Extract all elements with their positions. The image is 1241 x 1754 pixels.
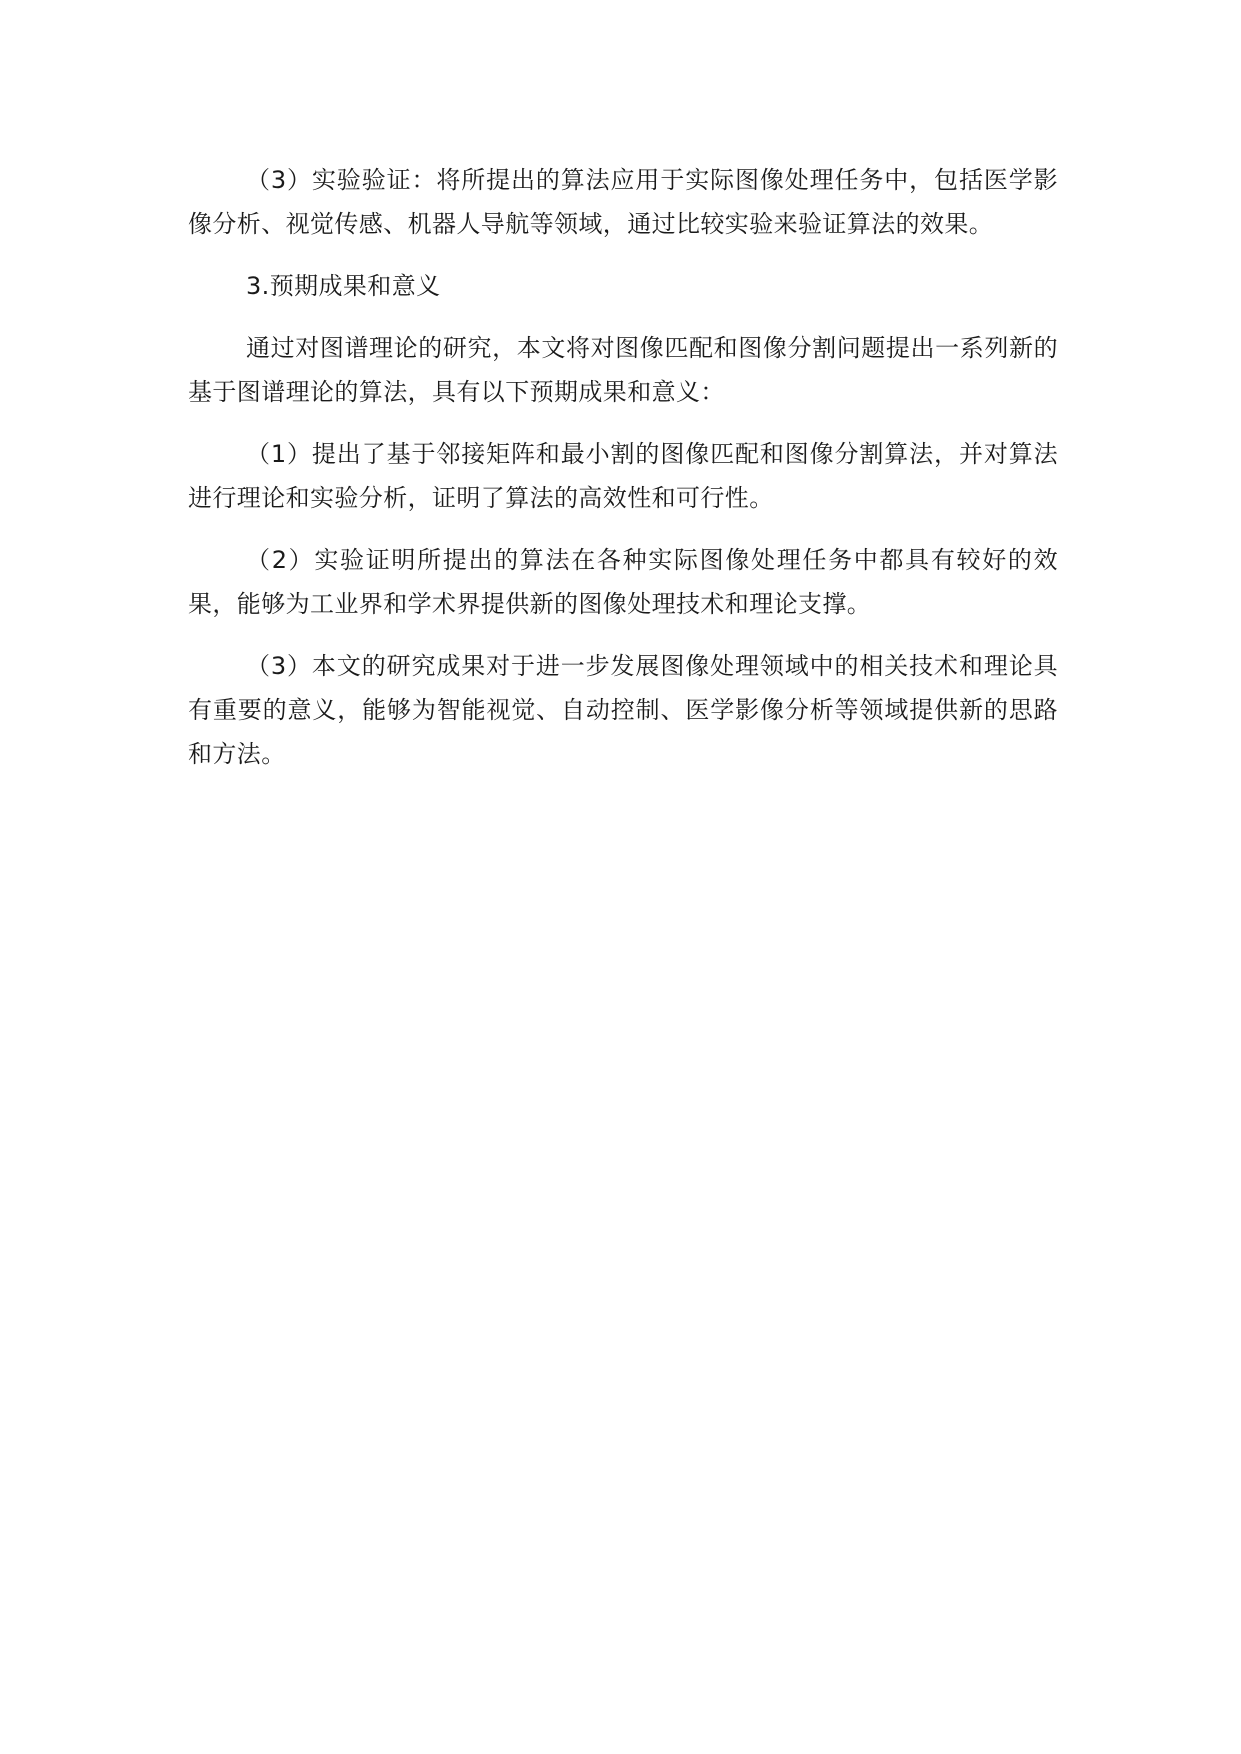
paragraph-intro-results: 通过对图谱理论的研究，本文将对图像匹配和图像分割问题提出一系列新的基于图谱理论的算法，具有以下预期成果和意义： <box>188 334 1058 406</box>
paragraph-result-1: （1）提出了基于邻接矩阵和最小割的图像匹配和图像分割算法，并对算法进行理论和实验分析，证明了算法的高效性和可行性。 <box>188 440 1058 512</box>
paragraph-experimental-validation: （3）实验验证：将所提出的算法应用于实际图像处理任务中，包括医学影像分析、视觉传感、机器人导航等领域，通过比较实验来验证算法的效果。 <box>188 166 1058 238</box>
section-heading-expected-results: 3.预期成果和意义 <box>246 272 441 300</box>
document-body <box>188 158 1058 794</box>
paragraph-result-2: （2）实验证明所提出的算法在各种实际图像处理任务中都具有较好的效果，能够为工业界和学术界提供新的图像处理技术和理论支撑。 <box>188 546 1058 618</box>
paragraph-result-3: （3）本文的研究成果对于进一步发展图像处理领域中的相关技术和理论具有重要的意义，能够为智能视觉、自动控制、医学影像分析等领域提供新的思路和方法。 <box>188 652 1058 768</box>
